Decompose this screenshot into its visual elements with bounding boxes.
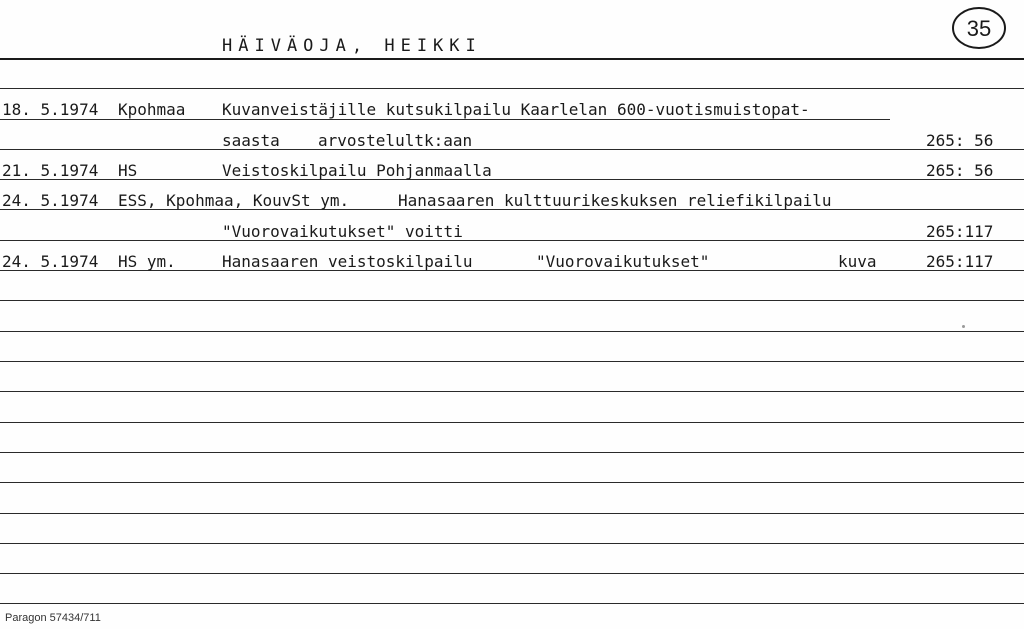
entry-text: Hanasaaren kulttuurikeskuksen reliefikilpailu <box>398 191 832 210</box>
ruled-line <box>0 513 1024 514</box>
entry-reference: 265:117 <box>926 252 994 271</box>
entry-date: 24. 5.1974 <box>2 252 99 271</box>
entry-date: 24. 5.1974 <box>2 191 99 210</box>
ruled-line <box>0 573 1024 574</box>
ruled-line <box>0 391 1024 392</box>
ruled-line <box>0 452 1024 453</box>
ruled-line <box>0 603 1024 604</box>
entry-reference: 265: 56 <box>926 131 994 150</box>
entry-date: 18. 5.1974 <box>2 100 99 119</box>
entry-source: HS <box>118 161 138 180</box>
ruled-line <box>0 240 1024 241</box>
entry-text: saasta <box>222 131 280 150</box>
ruled-line <box>0 88 1024 89</box>
entry-reference: 265:117 <box>926 222 994 241</box>
entry-text: arvostelultk:aan <box>318 131 473 150</box>
entry-source: ESS, Kpohmaa, KouvSt ym. <box>118 191 350 210</box>
card-footer: Paragon 57434/711 <box>5 612 101 624</box>
entry-reference: 265: 56 <box>926 161 994 180</box>
entry-text: Veistoskilpailu Pohjanmaalla <box>222 161 492 180</box>
entry-text: Kuvanveistäjille kutsukilpailu Kaarlelan 600-vuotismuistopat- <box>222 100 810 119</box>
entry-note: kuva <box>838 252 877 271</box>
entry-source: Kpohmaa <box>118 100 186 119</box>
ruled-line <box>0 300 1024 301</box>
ruled-line <box>0 119 890 120</box>
card-title: HÄIVÄOJA, HEIKKI <box>222 36 482 56</box>
ruled-line <box>0 179 1024 180</box>
entry-text: "Vuorovaikutukset" <box>536 252 710 271</box>
entry-source: HS ym. <box>118 252 176 271</box>
ruled-line <box>0 422 1024 423</box>
entry-text: "Vuorovaikutukset" voitti <box>222 222 463 241</box>
ruled-line <box>0 482 1024 483</box>
ruled-line <box>0 543 1024 544</box>
entry-text: Hanasaaren veistoskilpailu <box>222 252 473 271</box>
ruled-line <box>0 331 1024 332</box>
ruled-line <box>0 149 1024 150</box>
card-number-text: 35 <box>966 16 992 41</box>
header-rule <box>0 58 1024 60</box>
ruled-line <box>0 361 1024 362</box>
card-number-stamp <box>950 4 1008 52</box>
entry-date: 21. 5.1974 <box>2 161 99 180</box>
paper-speck <box>962 325 965 328</box>
